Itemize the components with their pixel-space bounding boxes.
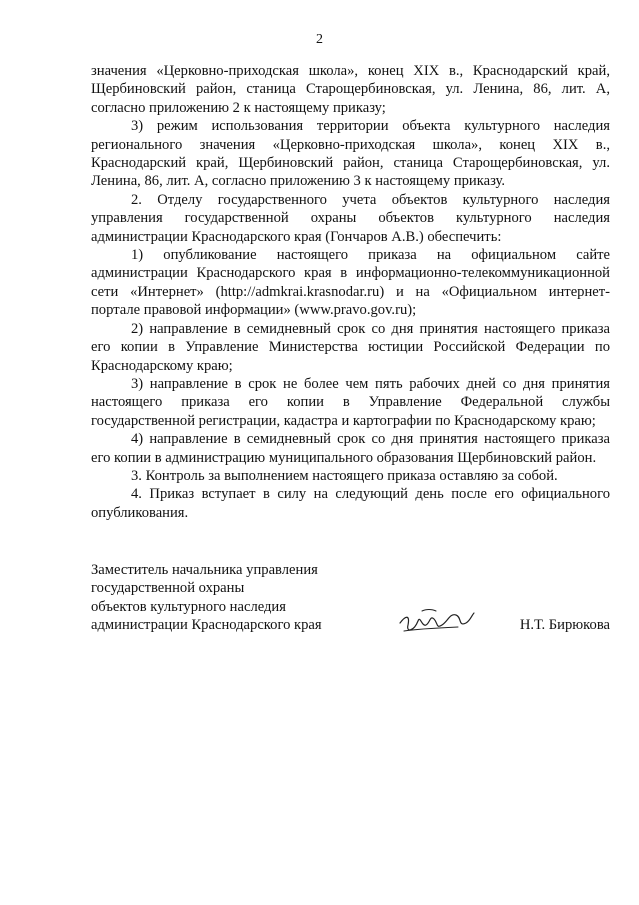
signature-block (91, 561, 610, 651)
paragraph-clause-4: 4. Приказ вступает в силу на следующий день после его официального опубликования. (91, 486, 610, 521)
signatory-position-line: государственной охраны (91, 580, 245, 597)
paragraph-subitem-3: 3) направление в срок не более чем пять рабочих дней со дня принятия настоящего приказа его копии в Управление Федеральной службы государственной регистрации, кадастра и картографии по Краснодарскому краю; (91, 375, 610, 429)
signatory-position-line: объектов культурного наследия (91, 598, 286, 615)
paragraph-clause-3: 3. Контроль за выполнением настоящего приказа оставляю за собой. (131, 467, 558, 484)
paragraph-clause-2: 2. Отделу государственного учета объектов культурного наследия управления государственной охраны объектов культурного наследия администрации Краснодарского края (Гончаров А.В.) обеспечить: (91, 191, 610, 245)
paragraph-subitem-2: 2) направление в семидневный срок со дня принятия настоящего приказа его копии в Управление Министерства юстиции Российской Федерации по Краснодарскому краю; (91, 320, 610, 374)
paragraph-subitem-4: 4) направление в семидневный срок со дня принятия настоящего приказа его копии в администрацию муниципального образования Щербиновский район. (91, 431, 610, 466)
paragraph-subitem-1: 1) опубликование настоящего приказа на официальном сайте администрации Краснодарского края в информационно-телекоммуникационной сети «Интернет» (http://admkrai.krasnodar.ru) и на «Официальном интернет-портале правовой информации» (www.pravo.gov.ru); (91, 247, 610, 319)
signatory-position (91, 561, 351, 635)
signatory-position-line: администрации Краснодарского края (91, 617, 322, 634)
paragraph-item-3: 3) режим использования территории объекта культурного наследия регионального значения «Церковно-приходская школа», конец XIX в., Краснодарский край, Щербиновский район, станица Старощербиновская, ул. Ленина, 86, лит. А, согласно приложению 3 к настоящему приказу. (91, 118, 610, 190)
document-body (91, 62, 610, 522)
paragraph-continuation: значения «Церковно-приходская школа», конец XIX в., Краснодарский край, Щербиновский район, станица Старощербиновская, ул. Ленина, 86, лит. А, согласно приложению 2 к настоящему приказу; (91, 63, 610, 116)
signatory-position-line: Заместитель начальника управления (91, 562, 318, 578)
page-number: 2 (316, 32, 323, 47)
handwritten-signature (396, 601, 476, 641)
signatory-name: Н.Т. Бирюкова (519, 617, 610, 633)
